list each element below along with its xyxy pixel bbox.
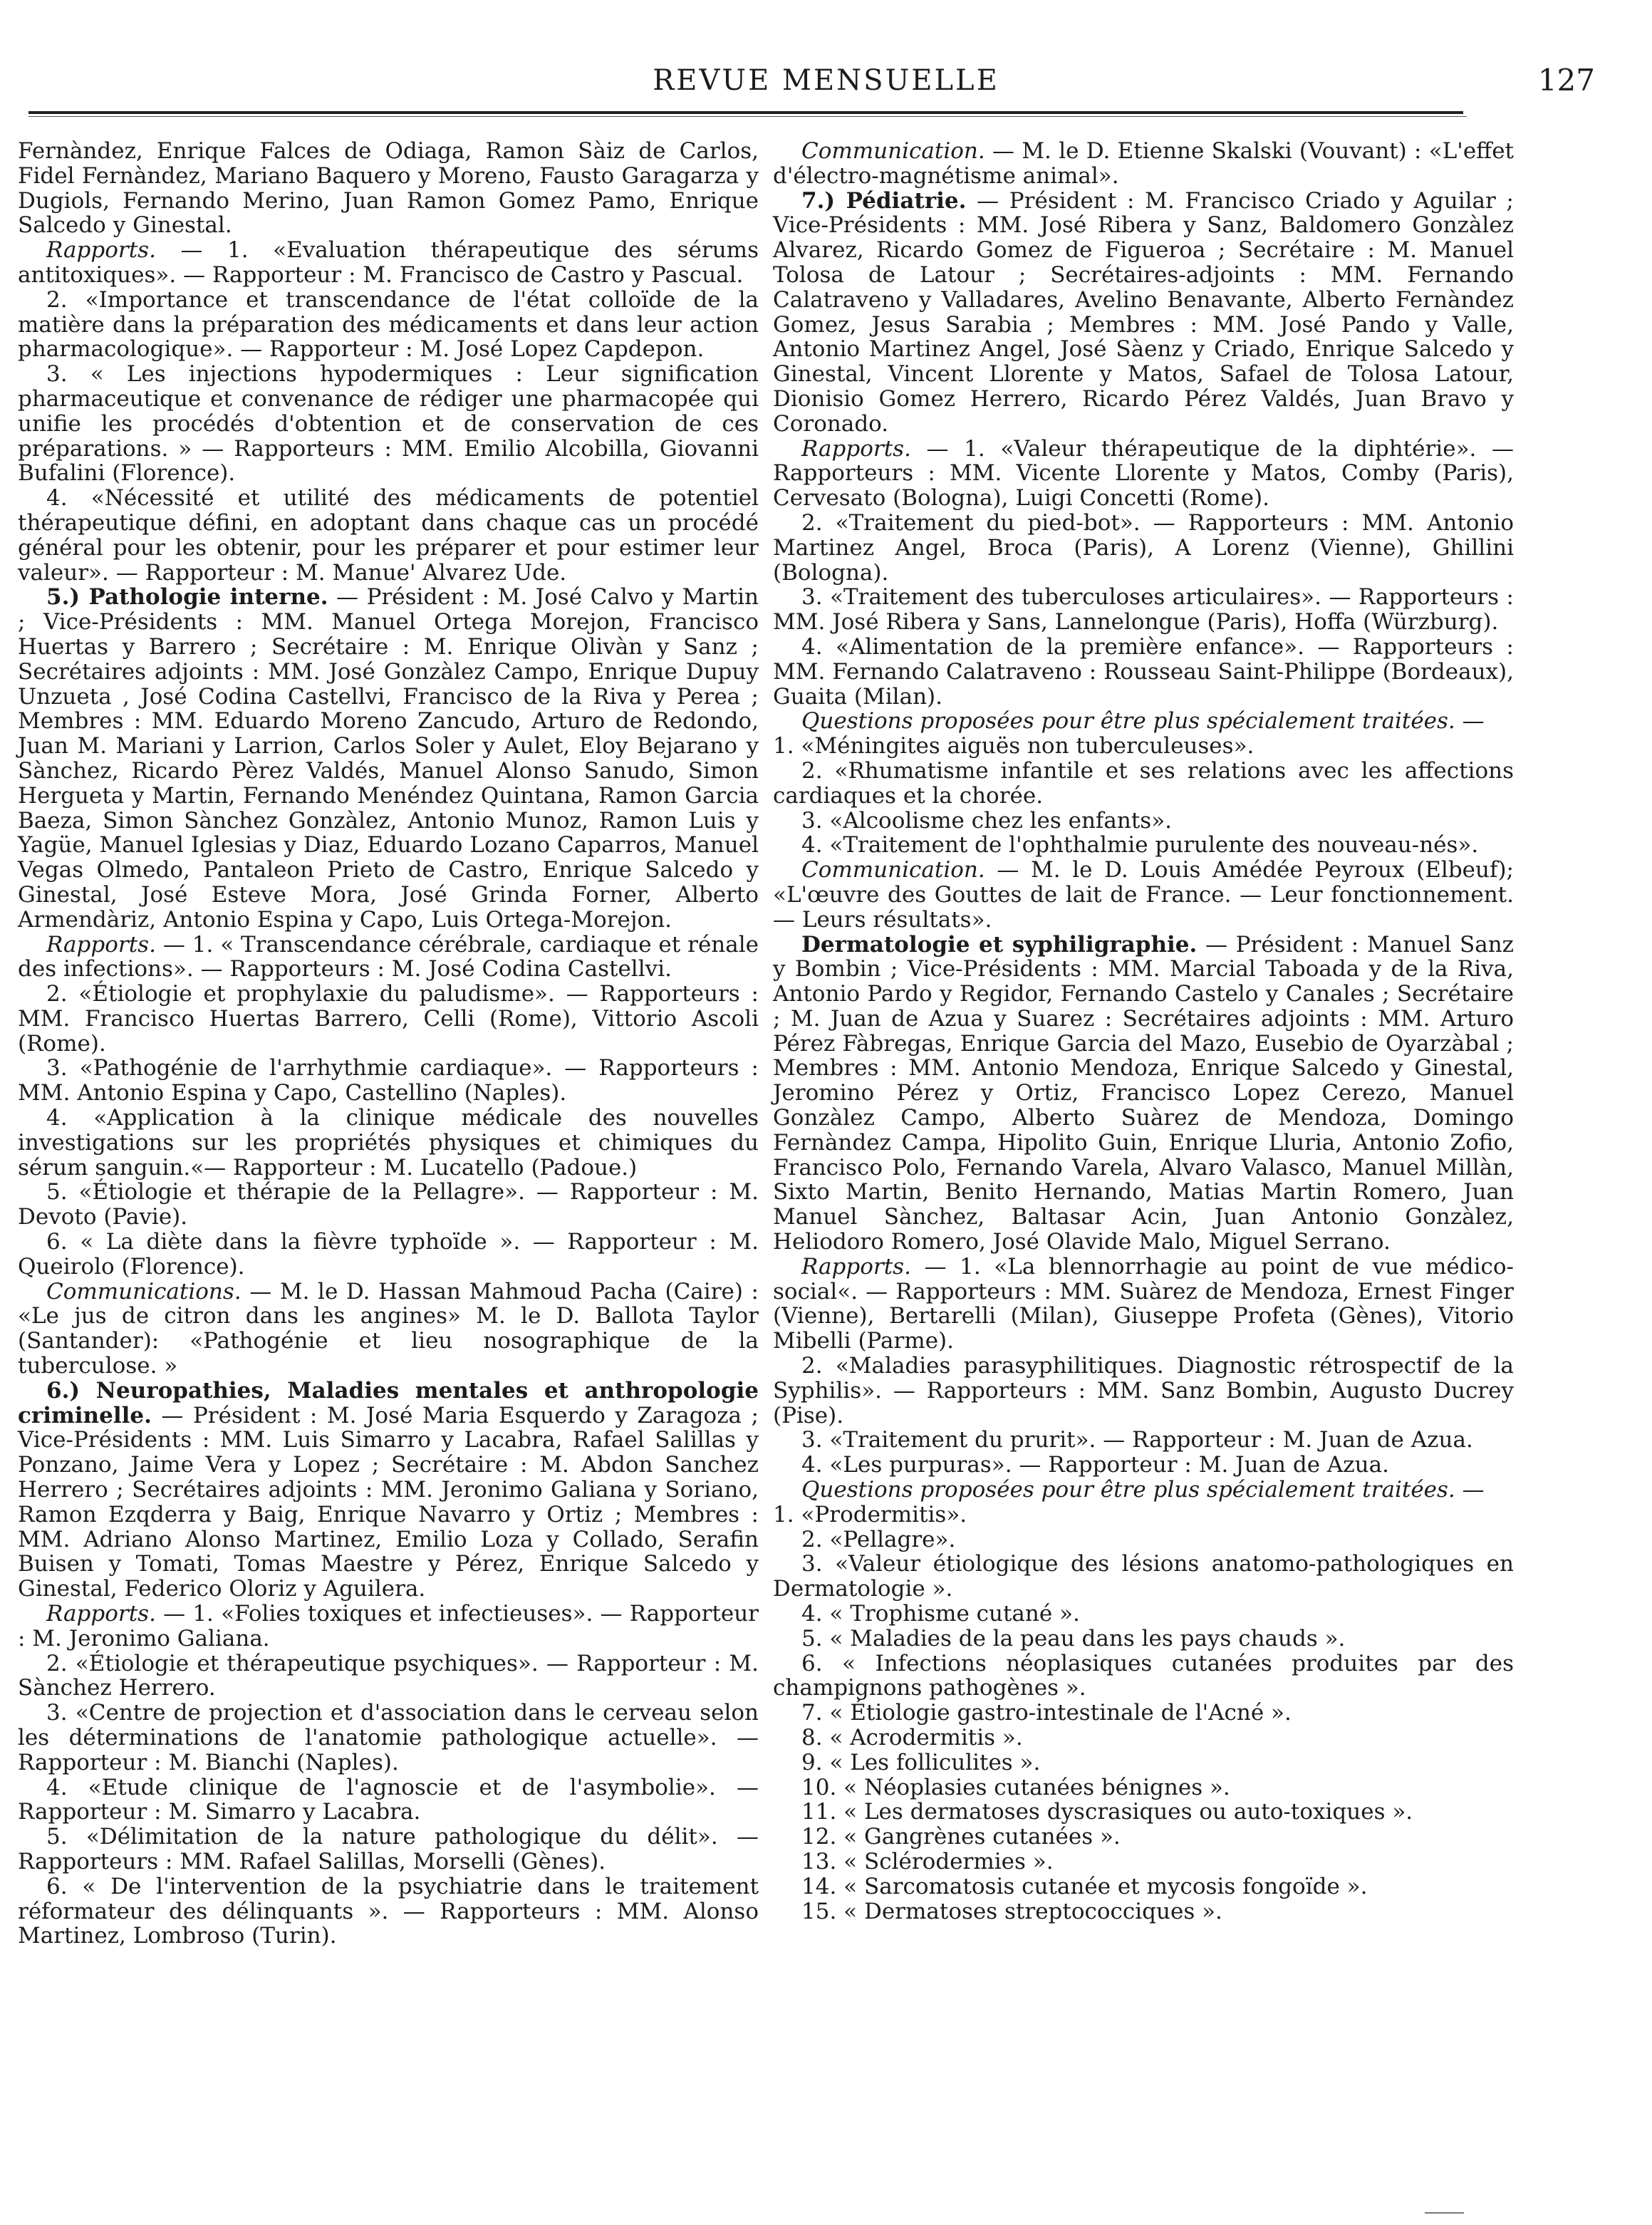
paragraph	[773, 1627, 1514, 1651]
paragraph	[773, 139, 1514, 189]
paragraph-text: 1. «Prodermitis».	[773, 1501, 967, 1528]
paragraph	[773, 1478, 1514, 1503]
paragraph	[18, 933, 759, 982]
section-paragraph	[18, 1379, 759, 1602]
paragraph-text: 5. « Maladies de la peau dans les pays chauds ».	[801, 1625, 1346, 1651]
paragraph-text: — Président : M. Francisco Criado y Aguilar ; Vice-Présidents : MM. José Ribera y Sanz, Baldomero Gonzàlez Alvarez, Ricardo Gomez de Figueroa ; Secrétaire : M. Manuel Tolosa de Latour ; Secrétaires-adjoints : MM. Fernando Calatraveno y Valladares, Avelino Benavante, Alberto Fernàndez Gomez, Jesus Sarabia ; Membres : MM. José Pando y Valle, Antonio Martinez Angel, José Sàenz y Criado, Enrique Salcedo y Ginestal, Vincent Llorente y Matos, Safael de Tolosa Latour, Dionisio Gomez Herrero, Ricardo Pérez Valdés, Juan Bravo y Coronado.	[773, 187, 1514, 437]
paragraph	[18, 1230, 759, 1280]
lead-label: Communication.	[801, 857, 985, 883]
paragraph	[18, 486, 759, 585]
paragraph	[773, 809, 1514, 834]
left-column	[18, 139, 759, 1949]
paragraph	[18, 139, 759, 238]
paragraph-text: 3. «Valeur étiologique des lésions anatomo-pathologiques en Dermatologie ».	[773, 1551, 1514, 1602]
lead-label: Communications.	[46, 1278, 241, 1305]
paragraph-text: 8. « Acrodermitis ».	[801, 1725, 1023, 1751]
paragraph	[773, 1255, 1514, 1354]
paragraph	[773, 1453, 1514, 1478]
paragraph	[18, 238, 759, 288]
paragraph	[773, 437, 1514, 511]
section-heading: Dermatologie et syphiligraphie.	[801, 931, 1198, 958]
paragraph-text: Questions proposées pour être plus spécialement traitées. —	[801, 708, 1485, 735]
paragraph	[18, 362, 759, 486]
section-paragraph	[773, 933, 1514, 1255]
paragraph	[773, 1850, 1514, 1874]
paragraph	[773, 1552, 1514, 1602]
paragraph	[773, 734, 1514, 759]
paragraph	[773, 1701, 1514, 1726]
paragraph-text: 4. «Traitement de l'ophthalmie purulente des nouveau-nés».	[801, 832, 1479, 859]
paragraph	[18, 1106, 759, 1180]
section-heading: 5.) Pathologie interne.	[46, 584, 328, 611]
paragraph-text: 4. «Les purpuras». — Rapporteur : M. Juan de Azua.	[801, 1452, 1389, 1478]
paragraph-text: 5. «Étiologie et thérapie de la Pellagre». — Rapporteur : M. Devoto (Pavie).	[18, 1179, 759, 1230]
paragraph	[18, 1056, 759, 1106]
paragraph-text: — 1. «La blennorrhagie au point de vue médico-social«. — Rapporteurs : MM. Suàrez de Mendoza, Ernest Finger (Vienne), Bertarelli (Milan), Giuseppe Profeta (Gènes), Vitorio Mibelli (Parme).	[773, 1253, 1514, 1354]
paragraph-text: 3. «Pathogénie de l'arrhythmie cardiaque». — Rapporteurs : MM. Antonio Espina y Capo, Castellino (Naples).	[18, 1055, 759, 1106]
paragraph	[18, 982, 759, 1056]
paragraph	[773, 1751, 1514, 1775]
paragraph	[773, 1354, 1514, 1428]
lead-label: Communication.	[801, 138, 985, 164]
paragraph	[773, 1874, 1514, 1899]
paragraph-text: 4. «Etude clinique de l'agnoscie et de l'asymbolie». — Rapporteur : M. Simarro y Lacabra.	[18, 1774, 759, 1825]
paragraph-text: 11. « Les dermatoses dyscrasiques ou auto-toxiques ».	[801, 1799, 1413, 1825]
paragraph	[773, 1602, 1514, 1627]
paragraph-text: 6. « La diète dans la fièvre typhoïde ». — Rapporteur : M. Queirolo (Florence).	[18, 1229, 759, 1280]
paragraph	[18, 1180, 759, 1230]
end-ornament	[1425, 2212, 1464, 2214]
paragraph	[773, 1899, 1514, 1924]
paragraph-text: — Président : Manuel Sanz y Bombin ; Vice-Présidents : MM. Marcial Taboada y de la Riva, Antonio Pardo y Regidor, Fernando Castelo y Canales ; Secrétaire ; M. Juan de Azua y Suarez : Secrétaires adjoints : MM. Arturo Pérez Fàbregas, Enrique Garcia del Mazo, Eusebio de Oyarzàbal ; Membres : MM. Antonio Mendoza, Enrique Salcedo y Ginestal, Jeromino Pérez y Ortiz, Francisco Lopez Cerezo, Manuel Gonzàlez Campo, Alberto Suàrez de Mendoza, Domingo Fernàndez Campa, Hipolito Guin, Enrique Lluria, Antonio Zofio, Francisco Polo, Fernando Varela, Alvaro Valasco, Manuel Millàn, Sixto Martin, Benito Hernando, Matias Martin Romero, Juan Manuel Sànchez, Baltasar Acin, Juan Antonio Gonzàlez, Heliodoro Romero, José Olavide Malo, Miguel Serrano.	[773, 931, 1514, 1255]
section-paragraph	[773, 189, 1514, 437]
paragraph-text: 2. «Étiologie et prophylaxie du paludisme». — Rapporteurs : MM. Francisco Huertas Barrero, Celli (Rome), Vittorio Ascoli (Rome).	[18, 981, 759, 1057]
paragraph-text: 7. « Étiologie gastro-intestinale de l'Acné ».	[801, 1700, 1292, 1726]
paragraph	[18, 1825, 759, 1874]
paragraph	[773, 1503, 1514, 1528]
paragraph-text: 4. «Nécessité et utilité des médicaments de potentiel thérapeutique défini, en adoptant dans chaque cas un procédé général pour les obtenir, pour les préparer et pour estimer leur valeur». — Rapporteur : M. Manue' Alvarez Ude.	[18, 485, 759, 586]
paragraph-text: 15. « Dermatoses streptococciques ».	[801, 1898, 1222, 1924]
paragraph	[18, 1775, 759, 1825]
paragraph	[18, 1280, 759, 1379]
paragraph-text: 2. «Traitement du pied-bot». — Rapporteurs : MM. Antonio Martinez Angel, Broca (Paris), A Lorenz (Vienne), Ghillini (Bologna).	[773, 509, 1514, 586]
paragraph-text: 6. « Infections néoplasiques cutanées produites par des champignons pathogènes ».	[773, 1650, 1514, 1701]
paragraph-text: 6. « De l'intervention de la psychiatrie dans le traitement réformateur des délinquants ». — Rapporteurs : MM. Alonso Martinez, Lombroso (Turin).	[18, 1873, 759, 1949]
header-rule	[28, 111, 1463, 114]
right-column	[773, 139, 1514, 1924]
paragraph-text: 4. «Application à la clinique médicale des nouvelles investigations sur les propriétés physiques et chimiques du sérum sanguin.«— Rapporteur : M. Lucatello (Padoue.)	[18, 1105, 759, 1181]
paragraph-text: 4. «Alimentation de la première enfance». — Rapporteurs : MM. Fernando Calatraveno : Rousseau Saint-Philippe (Bordeaux), Guaita (Milan).	[773, 633, 1514, 710]
paragraph-text: — 1. « Transcendance cérébrale, cardiaque et rénale des infections». — Rapporteurs : M. José Codina Castellvi.	[18, 931, 759, 982]
section-heading: 7.) Pédiatrie.	[801, 187, 967, 214]
paragraph-text: — 1. «Evaluation thérapeutique des sérums antitoxiques». — Rapporteur : M. Francisco de Castro y Pascual.	[18, 237, 759, 288]
paragraph-text: 1. «Méningites aiguës non tuberculeuses».	[773, 733, 1254, 759]
paragraph-text: 13. « Sclérodermies ».	[801, 1848, 1054, 1874]
paragraph-text: 3. «Traitement du prurit». — Rapporteur : M. Juan de Azua.	[801, 1427, 1473, 1453]
paragraph-text: 3. «Alcoolisme chez les enfants».	[801, 807, 1173, 834]
paragraph	[18, 1602, 759, 1651]
paragraph	[773, 585, 1514, 635]
page-number: 127	[1537, 63, 1595, 98]
lead-label: Rapports.	[46, 931, 156, 958]
paragraph-text: 2. «Rhumatisme infantile et ses relations avec les affections cardiaques et la chorée.	[773, 757, 1514, 809]
paragraph-text: 2. «Pellagre».	[801, 1526, 956, 1552]
lead-label: Rapports.	[801, 1253, 911, 1280]
paragraph-text: Questions proposées pour être plus spécialement traitées. —	[801, 1477, 1485, 1503]
lead-label: Rapports.	[801, 435, 911, 462]
paragraph	[773, 759, 1514, 809]
paragraph	[773, 833, 1514, 858]
paragraph	[18, 1651, 759, 1701]
paragraph-text: 2. «Importance et transcendance de l'état colloïde de la matière dans la préparation des médicaments et dans leur action pharmacologique». — Rapporteur : M. José Lopez Capdepon.	[18, 286, 759, 363]
paragraph-text: 3. «Traitement des tuberculoses articulaires». — Rapporteurs : MM. José Ribera y Sans, Lannelongue (Paris), Hoffa (Würzburg).	[773, 584, 1514, 636]
paragraph-text: 14. « Sarcomatosis cutanée et mycosis fongoïde ».	[801, 1873, 1368, 1899]
paragraph	[773, 635, 1514, 709]
paragraph	[18, 288, 759, 362]
paragraph-text: 9. « Les folliculites ».	[801, 1749, 1041, 1775]
paragraph	[773, 1800, 1514, 1825]
page-header	[43, 58, 1609, 101]
paragraph	[773, 1775, 1514, 1800]
paragraph	[773, 709, 1514, 734]
lead-label: Rapports.	[46, 237, 156, 264]
paragraph	[773, 1428, 1514, 1453]
paragraph	[773, 858, 1514, 932]
paragraph	[773, 1726, 1514, 1751]
paragraph-text: 3. «Centre de projection et d'association dans le cerveau selon les déterminations de l'anatomie pathologique actuelle». — Rapporteur : M. Bianchi (Naples).	[18, 1700, 759, 1775]
paragraph-text: — 1. «Valeur thérapeutique de la diphtérie». — Rapporteurs : MM. Vicente Llorente y Matos, Comby (Paris), Cervesato (Bologna), Luigi Concetti (Rome).	[773, 435, 1514, 512]
paragraph-text: — 1. «Folies toxiques et infectieuses». — Rapporteur : M. Jeronimo Galiana.	[18, 1601, 759, 1651]
paragraph-text: 12. « Gangrènes cutanées ».	[801, 1824, 1121, 1850]
paragraph-text: — M. le D. Hassan Mahmoud Pacha (Caire) : «Le jus de citron dans les angines» M. le D. Ballota Taylor (Santander): «Pathogénie et lieu nosographique de la tuberculose. »	[18, 1278, 759, 1379]
paragraph-text: 10. « Néoplasies cutanées bénignes ».	[801, 1774, 1230, 1800]
section-heading: 6.) Neuropathies, Maladies mentales et anthropologie criminelle.	[18, 1377, 759, 1428]
paragraph-text: — M. le D. Louis Amédée Peyroux (Elbeuf); «L'œuvre des Gouttes de lait de France. — Leur fonctionnement. — Leurs résultats».	[773, 857, 1514, 933]
paragraph	[18, 1874, 759, 1949]
running-title: REVUE MENSUELLE	[653, 64, 999, 97]
paragraph-text: — Président : M. José Maria Esquerdo y Zaragoza ; Vice-Présidents : MM. Luis Simarro y Lacabra, Rafael Salillas y Ponzano, Jaime Vera y Lopez ; Secrétaire : M. Abdon Sanchez Herrero ; Secrétaires adjoints : MM. Jeronimo Galiana y Soriano, Ramon Ezqderra y Baig, Enrique Navarro y Ortiz ; Membres : MM. Adriano Alonso Martinez, Emilio Loza y Collado, Serafin Buisen y Tomati, Tomas Maestre y Pérez, Enrique Salcedo y Ginestal, Federico Oloriz y Aguilera.	[18, 1402, 759, 1602]
paragraph	[18, 1701, 759, 1775]
paragraph-text: 2. «Étiologie et thérapeutique psychiques». — Rapporteur : M. Sànchez Herrero.	[18, 1650, 759, 1701]
paragraph-text: — Président : M. José Calvo y Martin ; Vice-Présidents : MM. Manuel Ortega Morejon, Francisco Huertas y Barrero ; Secrétaire : M. Enrique Olivàn y Sanz ; Secrétaires adjoints : MM. José Gonzàlez Campo, Enrique Dupuy Unzueta , José Codina Castellvi, Francisco de la Riva y Perea ; Membres : MM. Eduardo Moreno Zancudo, Arturo de Redondo, Juan M. Mariani y Larrion, Carlos Soler y Aulet, Eloy Bejarano y Sànchez, Ricardo Pèrez Valdés, Manuel Alonso Sanudo, Simon Hergueta y Martin, Fernando Menéndez Quintana, Ramon Garcia Baeza, Simon Sànchez Gonzàlez, Antonio Munoz, Ramon Luis y Yagüe, Manuel Iglesias y Diaz, Eduardo Lozano Caparros, Manuel Vegas Olmedo, Pantaleon Prieto de Castro, Enrique Salcedo y Ginestal, José Esteve Mora, José Grinda Forner, Alberto Armendàriz, Antonio Espina y Capo, Luis Ortega-Morejon.	[18, 584, 759, 933]
paragraph-text: 4. « Trophisme cutané ».	[801, 1601, 1080, 1627]
paragraph	[773, 1651, 1514, 1701]
paragraph	[773, 511, 1514, 585]
paragraph-text: Fernàndez, Enrique Falces de Odiaga, Ramon Sàiz de Carlos, Fidel Fernàndez, Mariano Baquero y Moreno, Fausto Garagarza y Dugiols, Fernando Merino, Juan Ramon Gomez Pamo, Enrique Salcedo y Ginestal.	[18, 138, 759, 239]
paragraph-text: 2. «Maladies parasyphilitiques. Diagnostic rétrospectif de la Syphilis». — Rapporteurs : MM. Sanz Bombin, Augusto Ducrey (Pise).	[773, 1353, 1514, 1428]
section-paragraph	[18, 585, 759, 932]
paragraph	[773, 1528, 1514, 1552]
paragraph-text: — M. le D. Etienne Skalski (Vouvant) : «L'effet d'électro-magnétisme animal».	[773, 138, 1514, 189]
lead-label: Rapports.	[46, 1601, 156, 1627]
header-rule-thin	[28, 116, 1467, 117]
paragraph-text: 5. «Délimitation de la nature pathologique du délit». — Rapporteurs : MM. Rafael Salillas, Morselli (Gènes).	[18, 1824, 759, 1874]
paragraph-text: 3. « Les injections hypodermiques : Leur signification pharmaceutique et convenance de rédiger une pharmacopée qui unifie les procédés d'obtention et de conservation de ces préparations. » — Rapporteurs : MM. Emilio Alcobilla, Giovanni Bufalini (Florence).	[18, 361, 759, 487]
paragraph	[773, 1825, 1514, 1850]
